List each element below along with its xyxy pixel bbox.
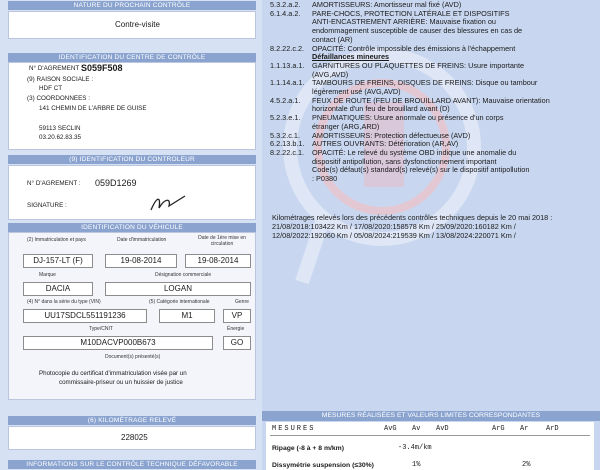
vin-value: UU17SDCL551191236 (23, 309, 147, 323)
defect-text: étranger (ARG,ARD) (312, 121, 380, 131)
ripage-value: -3.4m/km (398, 444, 432, 452)
defect-text: horizontale d'un feu de brouillard avant (D) (312, 104, 450, 114)
next-control-header: NATURE DU PROCHAIN CONTRÔLE (8, 1, 256, 10)
date-immat-value: 19-08-2014 (105, 254, 177, 268)
defect-text: contact (AR) (312, 34, 353, 44)
footer-header: INFORMATIONS SUR LE CONTRÔLE TECHNIQUE DÉFAVORABLE (8, 460, 256, 469)
center-header: IDENTIFICATION DU CENTRE DE CONTRÔLE (8, 53, 256, 62)
defect-text: endommagement susceptible de causer des blessures en cas de (312, 26, 523, 36)
col-arg: ArG (492, 425, 505, 433)
signature-icon (147, 192, 187, 214)
defect-text: : P0380 (312, 174, 338, 183)
defect-text: dispositif antipollution, sans dysfonctionnement important (312, 156, 497, 166)
coords-label: (3) COORDONNEES : (27, 95, 90, 102)
controller-header: (9) IDENTIFICATION DU CONTROLEUR (8, 155, 256, 164)
date-immat-label: Date d'immatriculation (117, 237, 167, 243)
categorie-value: M1 (159, 309, 215, 323)
energie-label: Énergie (227, 326, 245, 332)
measures-table (266, 422, 594, 470)
defect-code: 6.2.13.b.1. (270, 139, 305, 149)
designation-label: Désignation commerciale (155, 272, 212, 278)
genre-label: Genre (235, 299, 249, 305)
measures-header: MESURES RÉALISÉES ET VALEURS LIMITES CORRESPONDANTES (262, 411, 600, 421)
type-value: M10DACVP000B673 (23, 336, 213, 350)
defect-code: 5.3.2.c.1. (270, 130, 301, 140)
designation-value: LOGAN (105, 282, 251, 296)
col-ar: Ar (520, 425, 529, 433)
raison-label: (9) RAISON SOCIALE : (27, 76, 94, 83)
defect-code: 8.2.22.c.2. (270, 43, 305, 53)
defect-text: AMORTISSEURS: Amortisseur mal fixé (AVD) (312, 0, 462, 9)
defect-code: 1.1.13.a.1. (270, 60, 305, 70)
measures-divider (270, 435, 590, 436)
defect-text: OPACITÉ: Contrôle impossible des émissions à l'échappement (312, 43, 516, 53)
agrement-value: S059F508 (81, 63, 123, 73)
defect-text: ANTI-ENCASTREMENT ARRIÈRE: Mauvaise fixation ou (312, 17, 496, 27)
dissym-ar: 2% (522, 461, 531, 469)
defect-text: Code(s) défaut(s) standard(s) relevé(s) sur le dispositif antipollution (312, 165, 530, 175)
defect-code: 4.5.2.a.1. (270, 95, 301, 105)
km-header: (6) KILOMÉTRAGE RELEVÉ (8, 416, 256, 425)
type-label: Type/CNIT (89, 326, 113, 332)
vehicle-box (8, 232, 256, 400)
next-control-box (8, 11, 256, 39)
km-history-title: Kilométrages relevés lors des précédents contrôles techniques depuis le 20 mai 2018 : (272, 213, 553, 222)
ripage-label: Ripage (-8 à + 8 m/km) (272, 445, 344, 452)
signature-label: SIGNATURE : (27, 202, 67, 209)
defect-text: AUTRES OUVRANTS: Détérioration (AR,AV) (312, 139, 459, 149)
genre-value: VP (223, 309, 251, 323)
defect-text: (AVG,AVD) (312, 69, 349, 79)
defect-text: Défaillances mineures (312, 52, 390, 62)
defect-text: FEUX DE ROUTE (FEU DE BROUILLARD AVANT): Mauvaise orientation (312, 95, 550, 105)
controller-box (8, 165, 256, 220)
raison-value: HDF CT (39, 85, 63, 92)
marque-value: DACIA (23, 282, 93, 296)
agrement-label: N° D'AGREMENT : (29, 65, 83, 72)
address-line-1: 141 CHEMIN DE L'ARBRE DE GUISE (39, 105, 147, 112)
col-avg: AvG (384, 425, 397, 433)
defect-code: 1.1.14.a.1. (270, 78, 305, 88)
categorie-label: (5) Catégorie internationale (149, 299, 210, 305)
defect-text: TAMBOURS DE FREINS, DISQUES DE FREINS: Disque ou tambour (312, 78, 538, 88)
defect-code: 8.2.22.c.1. (270, 147, 305, 157)
address-line-2: 59113 SECLIN (39, 125, 81, 132)
vehicle-header: IDENTIFICATION DU VÉHICULE (8, 223, 256, 232)
measures-col-label: MESURES (272, 425, 316, 433)
docs-line-2: commissaire-priseur ou un huissier de justice (59, 379, 183, 386)
phone: 03.20.62.83.35 (39, 134, 82, 141)
docs-label: Document(s) présenté(s) (105, 354, 161, 360)
col-av: Av (412, 425, 421, 433)
ctrl-agrement-value: 059D1269 (95, 178, 137, 188)
km-value: 228025 (121, 433, 148, 442)
defect-code: 5.2.3.e.1. (270, 113, 301, 123)
date-first-value: 19-08-2014 (185, 254, 251, 268)
next-control-value: Contre-visite (115, 20, 160, 29)
km-history-line-2: 12/08/2022:192060 Km / 05/08/2024:219539 Km / 13/08/2024:220071 Km / (272, 231, 516, 240)
defect-code: 6.1.4.a.2. (270, 8, 301, 18)
docs-line-1: Photocopie du certificat d'immatriculation visée par un (39, 370, 187, 377)
vin-label: (4) N° dans la série du type (VIN) (27, 299, 101, 305)
date-first-label: Date de 1ère mise en circulation (198, 235, 246, 247)
km-box (8, 426, 256, 450)
energie-value: GO (223, 336, 251, 350)
col-ard: ArD (546, 425, 559, 433)
col-avd: AvD (436, 425, 449, 433)
defect-text: PARE-CHOCS, PROTECTION LATÉRALE ET DISPOSITIFS (312, 8, 510, 18)
center-box (8, 62, 256, 150)
defect-text: OPACITÉ: Le relevé du système OBD indique une anomalie du (312, 147, 517, 157)
defect-text: GARNITURES OU PLAQUETTES DE FREINS: Usure importante (312, 60, 525, 70)
ctrl-agrement-label: N° D'AGREMENT : (27, 180, 81, 187)
defect-text: PNEUMATIQUES: Usure anormale ou présence d'un corps (312, 113, 504, 123)
km-history-line-1: 21/08/2018:103422 Km / 17/08/2020:158578 Km / 25/09/2020:160182 Km / (272, 222, 516, 231)
immat-value: DJ-157-LT (F) (23, 254, 93, 268)
marque-label: Marque (39, 272, 56, 278)
defect-text: légèrement usé (AVG,AVD) (312, 87, 401, 96)
dissym-label: Dissymétrie suspension (≤30%) (272, 462, 374, 469)
defect-text: AMORTISSEURS: Protection défectueuse (AVD) (312, 130, 471, 140)
dissym-av: 1% (412, 461, 421, 469)
defect-code: 5.3.2.a.2. (270, 0, 301, 9)
immat-label: (2) Immatriculation et pays (27, 237, 86, 243)
